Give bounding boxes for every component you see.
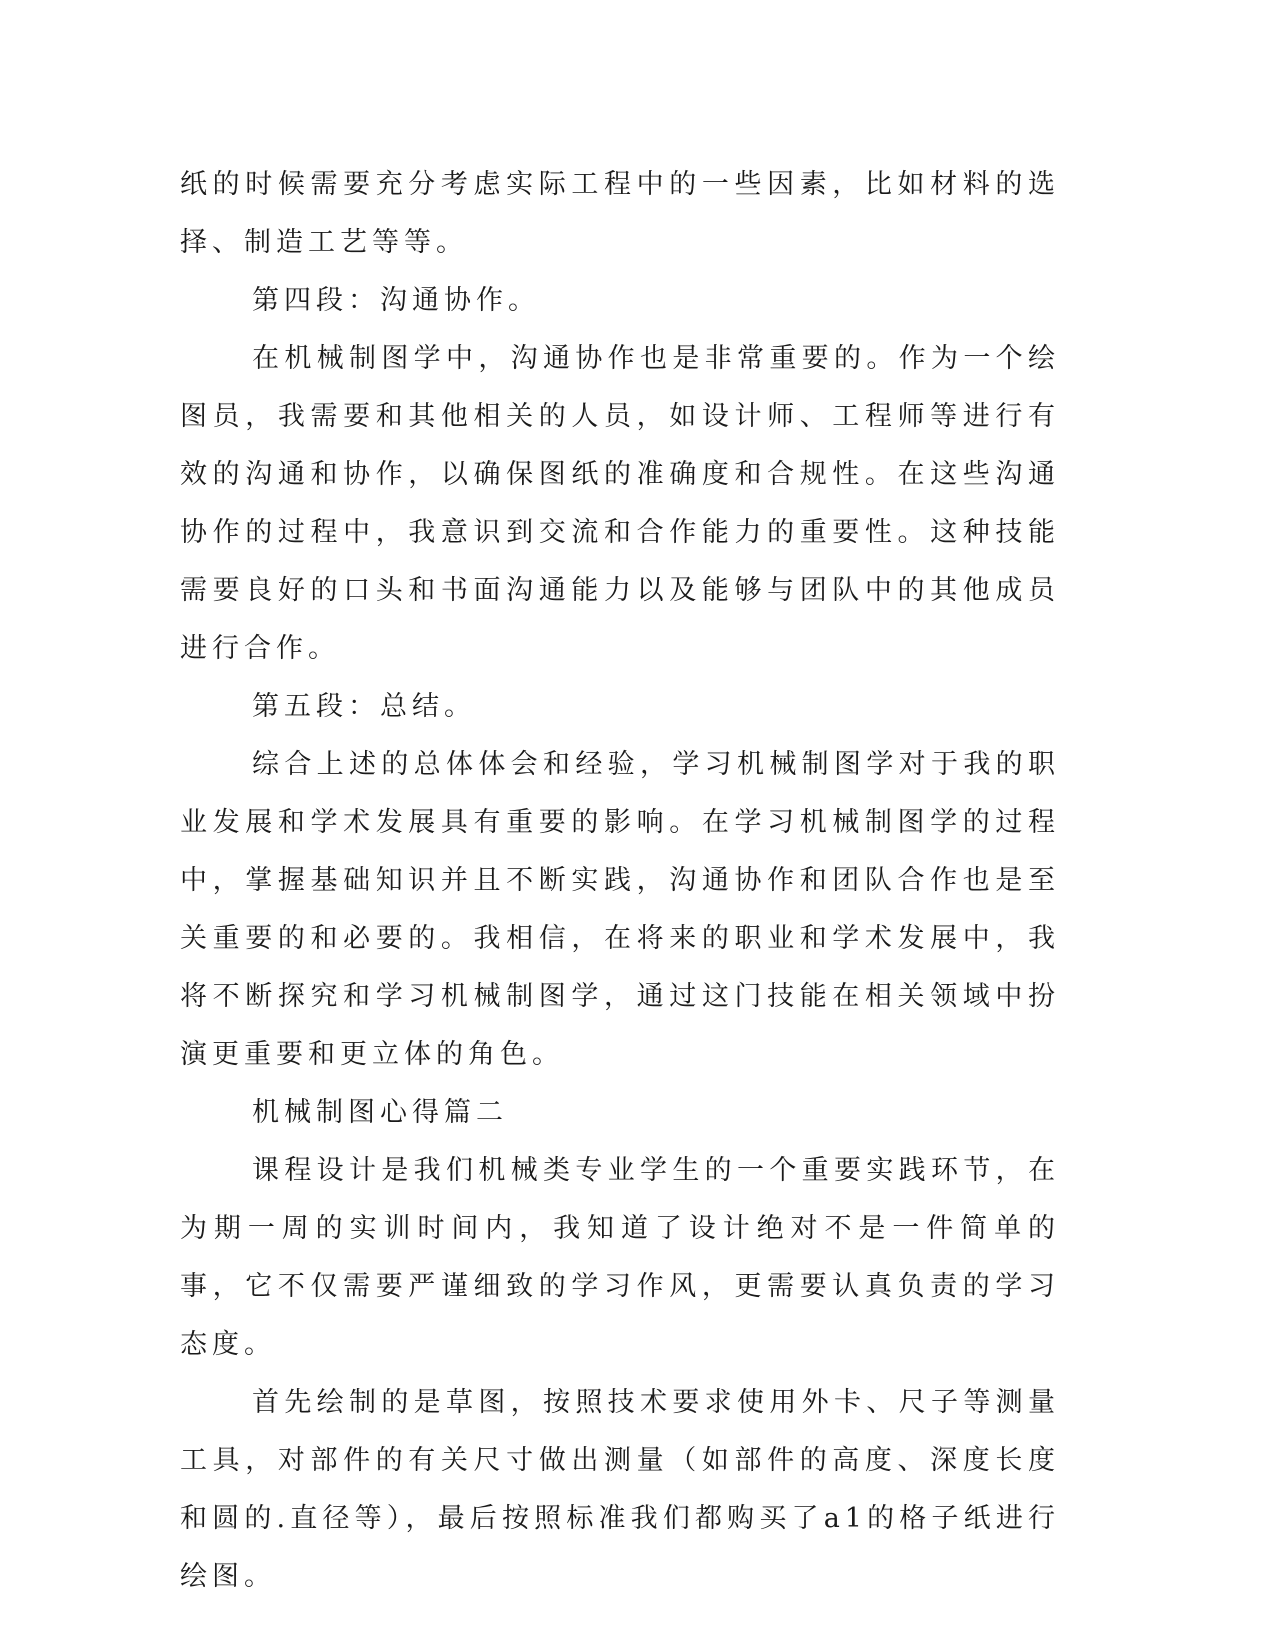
paragraph-communication: 在机械制图学中，沟通协作也是非常重要的。作为一个绘图员，我需要和其他相关的人员，如设计师、工程师等进行有效的沟通和协作，以确保图纸的准确度和合规性。在这些沟通协作的过程中，我意识到交流和合作能力的重要性。这种技能需要良好的口头和书面沟通能力以及能够与团队中的其他成员进行合作。 — [180, 343, 1060, 664]
paragraph-sketch: 首先绘制的是草图，按照技术要求使用外卡、尺子等测量工具，对部件的有关尺寸做出测量（如部件的高度、深度长度和圆的.直径等），最后按照标准我们都购买了a1的格子纸进行绘图。 — [180, 1387, 1060, 1592]
article-title-part-2: 机械制图心得篇二 — [252, 1097, 508, 1128]
paragraph-summary: 综合上述的总体体会和经验，学习机械制图学对于我的职业发展和学术发展具有重要的影响。在学习机械制图学的过程中，掌握基础知识并且不断实践，沟通协作和团队合作也是至关重要的和必要的。我相信，在将来的职业和学术发展中，我将不断探究和学习机械制图学，通过这门技能在相关领域中扮演更重要和更立体的角色。 — [180, 749, 1060, 1070]
document-page — [180, 156, 1060, 1606]
paragraph-course-design: 课程设计是我们机械类专业学生的一个重要实践环节，在为期一周的实训时间内，我知道了设计绝对不是一件简单的事，它不仅需要严谨细致的学习作风，更需要认真负责的学习态度。 — [180, 1155, 1060, 1360]
paragraph-continued: 纸的时候需要充分考虑实际工程中的一些因素，比如材料的选择、制造工艺等等。 — [180, 169, 1060, 258]
section-heading-4: 第四段：沟通协作。 — [252, 285, 540, 316]
section-heading-5: 第五段：总结。 — [252, 691, 476, 722]
